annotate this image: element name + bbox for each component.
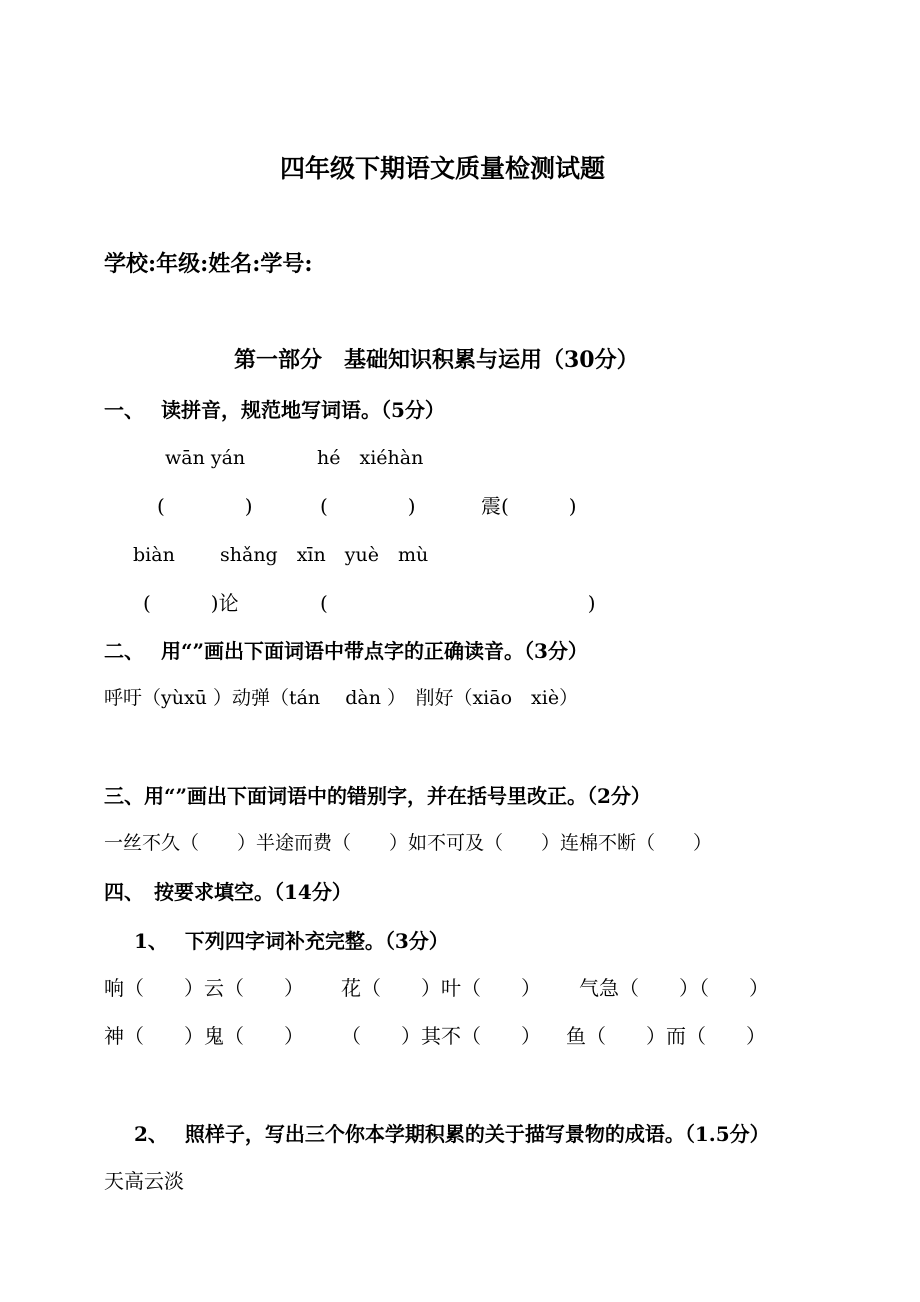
q4-sub2-heading: 2、 照样子，写出三个你本学期积累的关于描写景物的成语。（1.5分） — [134, 1122, 770, 1146]
q4-row2-c[interactable]: 鱼（ ）而（ ） — [566, 1024, 766, 1048]
q1-blank-2[interactable]: ( ) — [320, 494, 416, 518]
q4-row2-a[interactable]: 神（ ）鬼（ ） — [104, 1024, 304, 1048]
q1-heading: 一、 读拼音，规范地写词语。（5分） — [104, 398, 445, 422]
q4-row1-c[interactable]: 气急（ ）（ ） — [579, 976, 769, 1000]
q4-sub1-heading: 1、 下列四字词补充完整。（3分） — [134, 929, 449, 953]
q1-blank-1[interactable]: ( ) — [157, 494, 253, 518]
q4-example: 天高云淡 — [104, 1169, 184, 1193]
q4-row1-a[interactable]: 响（ ）云（ ） — [104, 976, 304, 1000]
q4-row1-b[interactable]: 花（ ）叶（ ） — [341, 976, 541, 1000]
q4-heading: 四、 按要求填空。（14分） — [104, 880, 352, 904]
q1-blank-5[interactable]: ( ) — [320, 591, 596, 615]
q1-blank-3[interactable]: 震( ) — [481, 494, 577, 518]
part-one-heading: 第一部分 基础知识积累与运用（30分） — [234, 347, 639, 373]
page-title: 四年级下期语文质量检测试题 — [280, 154, 606, 183]
q2-heading: 二、 用“”画出下面词语中带点字的正确读音。（3分） — [104, 639, 588, 663]
q4-row2-b[interactable]: （ ）其不（ ） — [341, 1024, 541, 1048]
q3-heading: 三、用“”画出下面词语中的错别字，并在括号里改正。（2分） — [104, 784, 651, 808]
q3-line: 一丝不久（ ）半途而费（ ）如不可及（ ）连棉不断（ ） — [104, 832, 713, 854]
q2-line: 呼吁（yùxū ）动弹（tán dàn ） 削好（xiāo xiè） — [104, 687, 579, 709]
q1-pinyin-3: biàn — [133, 544, 175, 566]
q1-pinyin-1: wān yán — [165, 447, 246, 469]
q1-pinyin-4: shǎng xīn yuè mù — [220, 544, 429, 566]
q1-pinyin-2: hé xiéhàn — [317, 447, 424, 469]
q1-blank-4[interactable]: ( )论 — [143, 591, 239, 615]
student-info-line: 学校:年级:姓名:学号: — [104, 251, 313, 277]
